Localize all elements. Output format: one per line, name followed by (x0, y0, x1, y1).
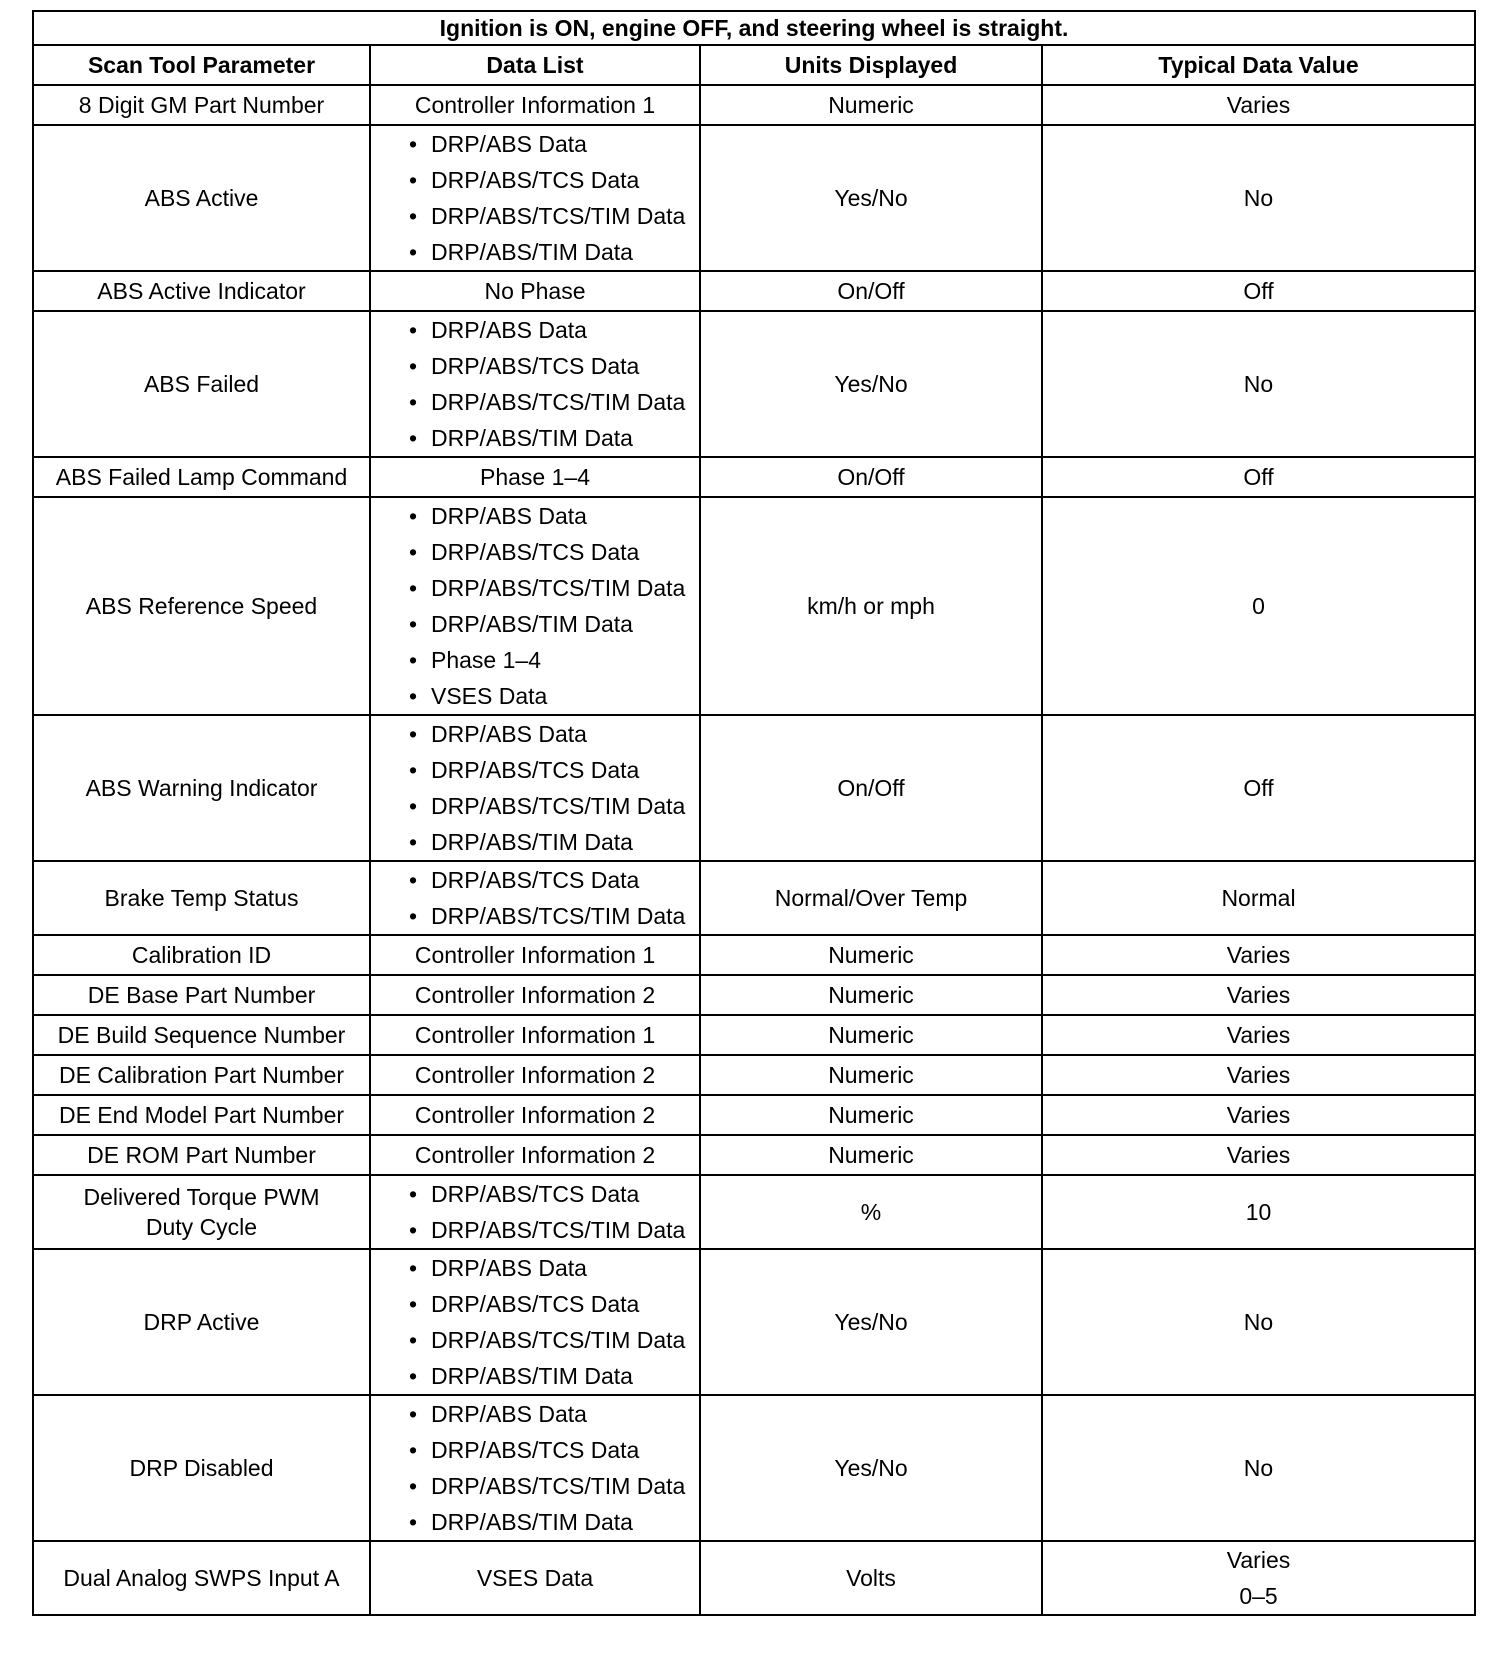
data-list-item-label: DRP/ABS/TIM Data (431, 1363, 633, 1389)
table-row (33, 1135, 1475, 1175)
data-list-bullets (403, 862, 695, 934)
table-row (33, 497, 1475, 715)
bullet-icon: • (408, 1181, 418, 1207)
data-list-cell: Controller Information 2 (370, 975, 700, 1015)
data-list-item-label: DRP/ABS/TCS/TIM Data (431, 575, 686, 601)
header-typical-data-value: Typical Data Value (1042, 45, 1475, 85)
bullet-icon: • (408, 317, 418, 343)
table-row (33, 1249, 1475, 1395)
units-cell: Volts (700, 1541, 1042, 1615)
data-list-cell (370, 715, 700, 861)
table-row (33, 125, 1475, 271)
typical-value-cell (1042, 1541, 1475, 1615)
data-list-item (403, 570, 695, 606)
typical-value-cell: Varies (1042, 1095, 1475, 1135)
data-list-item-label: DRP/ABS/TCS/TIM Data (431, 1217, 686, 1243)
data-list-item (403, 498, 695, 534)
table-row (33, 975, 1475, 1015)
data-list-item-label: DRP/ABS/TCS Data (431, 1437, 640, 1463)
bullet-icon: • (408, 903, 418, 929)
data-list-cell (370, 1175, 700, 1249)
data-list-cell: Controller Information 2 (370, 1095, 700, 1135)
typical-value-cell: Varies (1042, 85, 1475, 125)
bullet-icon: • (408, 1217, 418, 1243)
data-list-cell: Controller Information 1 (370, 85, 700, 125)
bullet-icon: • (408, 1291, 418, 1317)
units-cell: Normal/Over Temp (700, 861, 1042, 935)
data-list-cell: Controller Information 1 (370, 935, 700, 975)
data-list-item (403, 788, 695, 824)
scan-tool-data-table-wrapper (32, 10, 1474, 1616)
typical-value-cell: No (1042, 1395, 1475, 1541)
units-cell: Numeric (700, 1095, 1042, 1135)
units-cell: Numeric (700, 1135, 1042, 1175)
parameter-line: Duty Cycle (145, 1214, 258, 1240)
parameter-cell: 8 Digit GM Part Number (33, 85, 370, 125)
bullet-icon: • (408, 611, 418, 637)
data-list-item (403, 824, 695, 860)
data-list-item (403, 716, 695, 752)
units-cell: On/Off (700, 715, 1042, 861)
data-list-item (403, 678, 695, 714)
data-list-item-label: DRP/ABS/TIM Data (431, 425, 633, 451)
bullet-icon: • (408, 1363, 418, 1389)
typical-value-cell: No (1042, 1249, 1475, 1395)
header-scan-tool-parameter: Scan Tool Parameter (33, 45, 370, 85)
parameter-cell: ABS Active Indicator (33, 271, 370, 311)
data-list-item (403, 752, 695, 788)
scan-tool-data-table (32, 10, 1476, 1616)
parameter-cell: DE Build Sequence Number (33, 1015, 370, 1055)
bullet-icon: • (408, 721, 418, 747)
typical-value-cell: Varies (1042, 935, 1475, 975)
data-list-item (403, 862, 695, 898)
parameter-cell: Brake Temp Status (33, 861, 370, 935)
typical-value-cell: 10 (1042, 1175, 1475, 1249)
table-body (33, 85, 1475, 1615)
data-list-item-label: DRP/ABS/TCS Data (431, 539, 640, 565)
data-list-item-label: DRP/ABS/TCS/TIM Data (431, 903, 686, 929)
data-list-item-label: DRP/ABS/TCS/TIM Data (431, 389, 686, 415)
bullet-icon: • (408, 425, 418, 451)
typical-value-line: Varies (1226, 1547, 1291, 1573)
bullet-icon: • (408, 167, 418, 193)
typical-value-line: 0–5 (1239, 1583, 1278, 1609)
data-list-bullets (403, 1250, 695, 1394)
parameter-cell: ABS Active (33, 125, 370, 271)
data-list-item (403, 162, 695, 198)
data-list-item (403, 1358, 695, 1394)
parameter-cell: ABS Warning Indicator (33, 715, 370, 861)
parameter-cell (33, 1175, 370, 1249)
table-row (33, 311, 1475, 457)
data-list-item (403, 1212, 695, 1248)
parameter-cell: DRP Disabled (33, 1395, 370, 1541)
typical-value-cell: Off (1042, 715, 1475, 861)
data-list-item-label: DRP/ABS/TIM Data (431, 611, 633, 637)
data-list-item-label: DRP/ABS/TCS Data (431, 867, 640, 893)
bullet-icon: • (408, 1327, 418, 1353)
bullet-icon: • (408, 793, 418, 819)
data-list-item (403, 642, 695, 678)
data-list-item-label: DRP/ABS/TCS/TIM Data (431, 1327, 686, 1353)
data-list-cell: VSES Data (370, 1541, 700, 1615)
units-cell: Numeric (700, 935, 1042, 975)
units-cell: On/Off (700, 457, 1042, 497)
data-list-cell: Controller Information 2 (370, 1055, 700, 1095)
data-list-item-label: DRP/ABS Data (431, 317, 587, 343)
typical-value-cell: Off (1042, 271, 1475, 311)
bullet-icon: • (408, 683, 418, 709)
data-list-item-label: DRP/ABS/TIM Data (431, 239, 633, 265)
typical-value-cell: Off (1042, 457, 1475, 497)
data-list-item (403, 420, 695, 456)
table-row (33, 861, 1475, 935)
table-row (33, 935, 1475, 975)
header-row (33, 45, 1475, 85)
typical-value-cell: Varies (1042, 1135, 1475, 1175)
typical-value-cell: Varies (1042, 1055, 1475, 1095)
data-list-item-label: DRP/ABS/TCS Data (431, 757, 640, 783)
bullet-icon: • (408, 867, 418, 893)
table-row (33, 271, 1475, 311)
table-row (33, 1095, 1475, 1135)
parameter-line: Delivered Torque PWM (83, 1184, 320, 1210)
header-units-displayed: Units Displayed (700, 45, 1042, 85)
data-list-cell (370, 311, 700, 457)
parameter-cell: DE ROM Part Number (33, 1135, 370, 1175)
data-list-bullets (403, 126, 695, 270)
data-list-item-label: DRP/ABS/TCS/TIM Data (431, 793, 686, 819)
parameter-cell: DE End Model Part Number (33, 1095, 370, 1135)
data-list-item-label: DRP/ABS Data (431, 503, 587, 529)
bullet-icon: • (408, 503, 418, 529)
bullet-icon: • (408, 1473, 418, 1499)
table-row (33, 1395, 1475, 1541)
data-list-cell (370, 1249, 700, 1395)
data-list-item-label: DRP/ABS/TCS/TIM Data (431, 203, 686, 229)
data-list-item-label: DRP/ABS Data (431, 721, 587, 747)
table-row (33, 457, 1475, 497)
data-list-bullets (403, 1396, 695, 1540)
data-list-item-label: DRP/ABS Data (431, 1255, 587, 1281)
table-row (33, 1541, 1475, 1615)
parameter-cell: ABS Failed Lamp Command (33, 457, 370, 497)
table-row (33, 1055, 1475, 1095)
data-list-item (403, 384, 695, 420)
parameter-cell: ABS Reference Speed (33, 497, 370, 715)
units-cell: Numeric (700, 1015, 1042, 1055)
data-list-item-label: DRP/ABS Data (431, 1401, 587, 1427)
parameter-cell: DRP Active (33, 1249, 370, 1395)
data-list-item-label: DRP/ABS/TCS Data (431, 1291, 640, 1317)
data-list-item (403, 1468, 695, 1504)
data-list-item-label: DRP/ABS/TCS/TIM Data (431, 1473, 686, 1499)
bullet-icon: • (408, 539, 418, 565)
bullet-icon: • (408, 757, 418, 783)
units-cell: Yes/No (700, 125, 1042, 271)
typical-value-cell: Normal (1042, 861, 1475, 935)
header-data-list: Data List (370, 45, 700, 85)
bullet-icon: • (408, 647, 418, 673)
data-list-item (403, 898, 695, 934)
typical-value-cell: No (1042, 311, 1475, 457)
bullet-icon: • (408, 1255, 418, 1281)
data-list-item-label: VSES Data (431, 683, 548, 709)
bullet-icon: • (408, 1401, 418, 1427)
units-cell: Numeric (700, 1055, 1042, 1095)
bullet-icon: • (408, 1437, 418, 1463)
data-list-item-label: DRP/ABS/TIM Data (431, 1509, 633, 1535)
data-list-cell (370, 497, 700, 715)
parameter-cell: DE Calibration Part Number (33, 1055, 370, 1095)
data-list-bullets (403, 716, 695, 860)
units-cell: Yes/No (700, 1249, 1042, 1395)
data-list-item (403, 606, 695, 642)
data-list-item-label: DRP/ABS/TIM Data (431, 829, 633, 855)
data-list-item-label: DRP/ABS/TCS Data (431, 167, 640, 193)
parameter-cell: Calibration ID (33, 935, 370, 975)
parameter-cell: Dual Analog SWPS Input A (33, 1541, 370, 1615)
typical-value-cell: Varies (1042, 975, 1475, 1015)
data-list-item (403, 1250, 695, 1286)
bullet-icon: • (408, 353, 418, 379)
table-row (33, 1015, 1475, 1055)
units-cell: km/h or mph (700, 497, 1042, 715)
data-list-item (403, 234, 695, 270)
table-row (33, 85, 1475, 125)
data-list-cell: No Phase (370, 271, 700, 311)
data-list-cell: Phase 1–4 (370, 457, 700, 497)
data-list-cell: Controller Information 2 (370, 1135, 700, 1175)
typical-value-cell: 0 (1042, 497, 1475, 715)
data-list-item (403, 1432, 695, 1468)
bullet-icon: • (408, 131, 418, 157)
typical-value-cell: Varies (1042, 1015, 1475, 1055)
units-cell: Yes/No (700, 311, 1042, 457)
units-cell: Numeric (700, 975, 1042, 1015)
data-list-item (403, 198, 695, 234)
data-list-item (403, 1322, 695, 1358)
data-list-item (403, 1286, 695, 1322)
bullet-icon: • (408, 575, 418, 601)
data-list-item-label: DRP/ABS/TCS Data (431, 353, 640, 379)
data-list-bullets (403, 498, 695, 714)
table-row (33, 1175, 1475, 1249)
bullet-icon: • (408, 1509, 418, 1535)
data-list-cell (370, 1395, 700, 1541)
bullet-icon: • (408, 389, 418, 415)
data-list-item (403, 348, 695, 384)
data-list-bullets (403, 312, 695, 456)
table-title: Ignition is ON, engine OFF, and steering wheel is straight. (33, 11, 1475, 45)
units-cell: On/Off (700, 271, 1042, 311)
data-list-item (403, 1176, 695, 1212)
table-row (33, 715, 1475, 861)
bullet-icon: • (408, 203, 418, 229)
data-list-cell (370, 861, 700, 935)
parameter-cell: ABS Failed (33, 311, 370, 457)
bullet-icon: • (408, 829, 418, 855)
data-list-item-label: Phase 1–4 (431, 647, 541, 673)
data-list-item (403, 1504, 695, 1540)
data-list-cell (370, 125, 700, 271)
data-list-item (403, 1396, 695, 1432)
typical-value-cell: No (1042, 125, 1475, 271)
units-cell: % (700, 1175, 1042, 1249)
data-list-item-label: DRP/ABS/TCS Data (431, 1181, 640, 1207)
data-list-item (403, 534, 695, 570)
units-cell: Numeric (700, 85, 1042, 125)
data-list-item-label: DRP/ABS Data (431, 131, 587, 157)
data-list-item (403, 312, 695, 348)
data-list-item (403, 126, 695, 162)
data-list-bullets (403, 1176, 695, 1248)
parameter-cell: DE Base Part Number (33, 975, 370, 1015)
units-cell: Yes/No (700, 1395, 1042, 1541)
data-list-cell: Controller Information 1 (370, 1015, 700, 1055)
bullet-icon: • (408, 239, 418, 265)
